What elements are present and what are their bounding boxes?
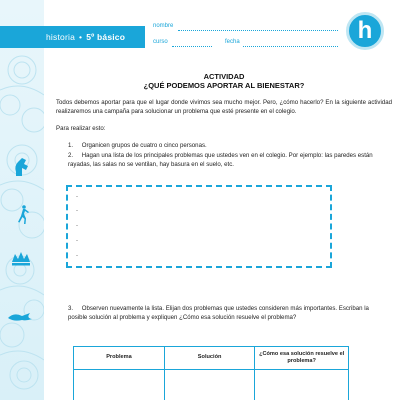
step-number: 2. [68,152,74,159]
subject-label: historia [46,32,76,42]
list-bullet: - [76,194,78,200]
date-field-label: fecha [225,39,240,45]
subject-grade-banner [0,26,145,48]
step-number: 3. [68,305,74,312]
runner-icon [18,205,29,224]
course-field-line[interactable] [172,46,212,47]
brand-logo [346,12,384,50]
step-text: Hagan una lista de los principales problemas que ustedes ven en el colegio. Por ejemplo: las paredes están rayadas, las salas no se ventilan, hay basura en el suelo, etc. [68,152,373,168]
list-bullet: - [76,208,78,214]
step-item-3 [56,305,392,322]
list-bullet: - [76,253,78,259]
table-cell-solution[interactable] [164,369,254,400]
step-number: 1. [68,142,74,149]
step-item-2 [56,152,392,169]
decorative-side-band [0,0,44,400]
crown-icon [12,252,30,266]
step-item-1 [56,142,392,151]
intro-paragraph: Todos debemos aportar para que el lugar donde vivimos sea mucho mejor. Pero, ¿cómo hacerlo? En la siguiente actividad realizaremos una campaña para solucionar un problema que esté presente en el colegio. [56,99,392,115]
step-text: Organicen grupos de cuatro o cinco personas. [81,142,207,149]
logo-letter: h [357,17,373,44]
date-field-line[interactable] [243,46,338,47]
table-header-row [74,347,348,369]
separator-dot: • [79,32,83,42]
table-cell-problem[interactable] [74,369,164,400]
column-header-problem: Problema [74,347,164,369]
problem-list-box[interactable] [66,185,332,268]
list-bullet: - [76,223,78,229]
list-bullet: - [76,238,78,244]
name-field-line[interactable] [178,30,338,31]
name-field-label: nombre [153,23,174,29]
column-header-how: ¿Cómo esa solución resuelve el problema? [255,347,348,369]
course-field-label: curso [153,39,168,45]
activity-subtitle: ¿QUÉ PODEMOS APORTAR AL BIENESTAR? [143,81,305,90]
solutions-table [73,346,349,400]
winged-helmet-icon [8,313,32,321]
table-row [74,369,348,400]
column-header-solution: Solución [164,347,254,369]
instructions-label: Para realizar esto: [56,125,106,132]
side-icons [0,0,44,400]
table-cell-how[interactable] [255,369,348,400]
chess-knight-icon [15,158,28,176]
step-text: Observen nuevamente la lista. Elijan dos problemas que ustedes consideren más importantes. Escriban la posible solución al problema y expliquen ¿Cómo esa solución resuelve el problema? [68,305,369,321]
grade-label: 5º básico [86,32,126,42]
activity-title: ACTIVIDAD [203,72,245,81]
